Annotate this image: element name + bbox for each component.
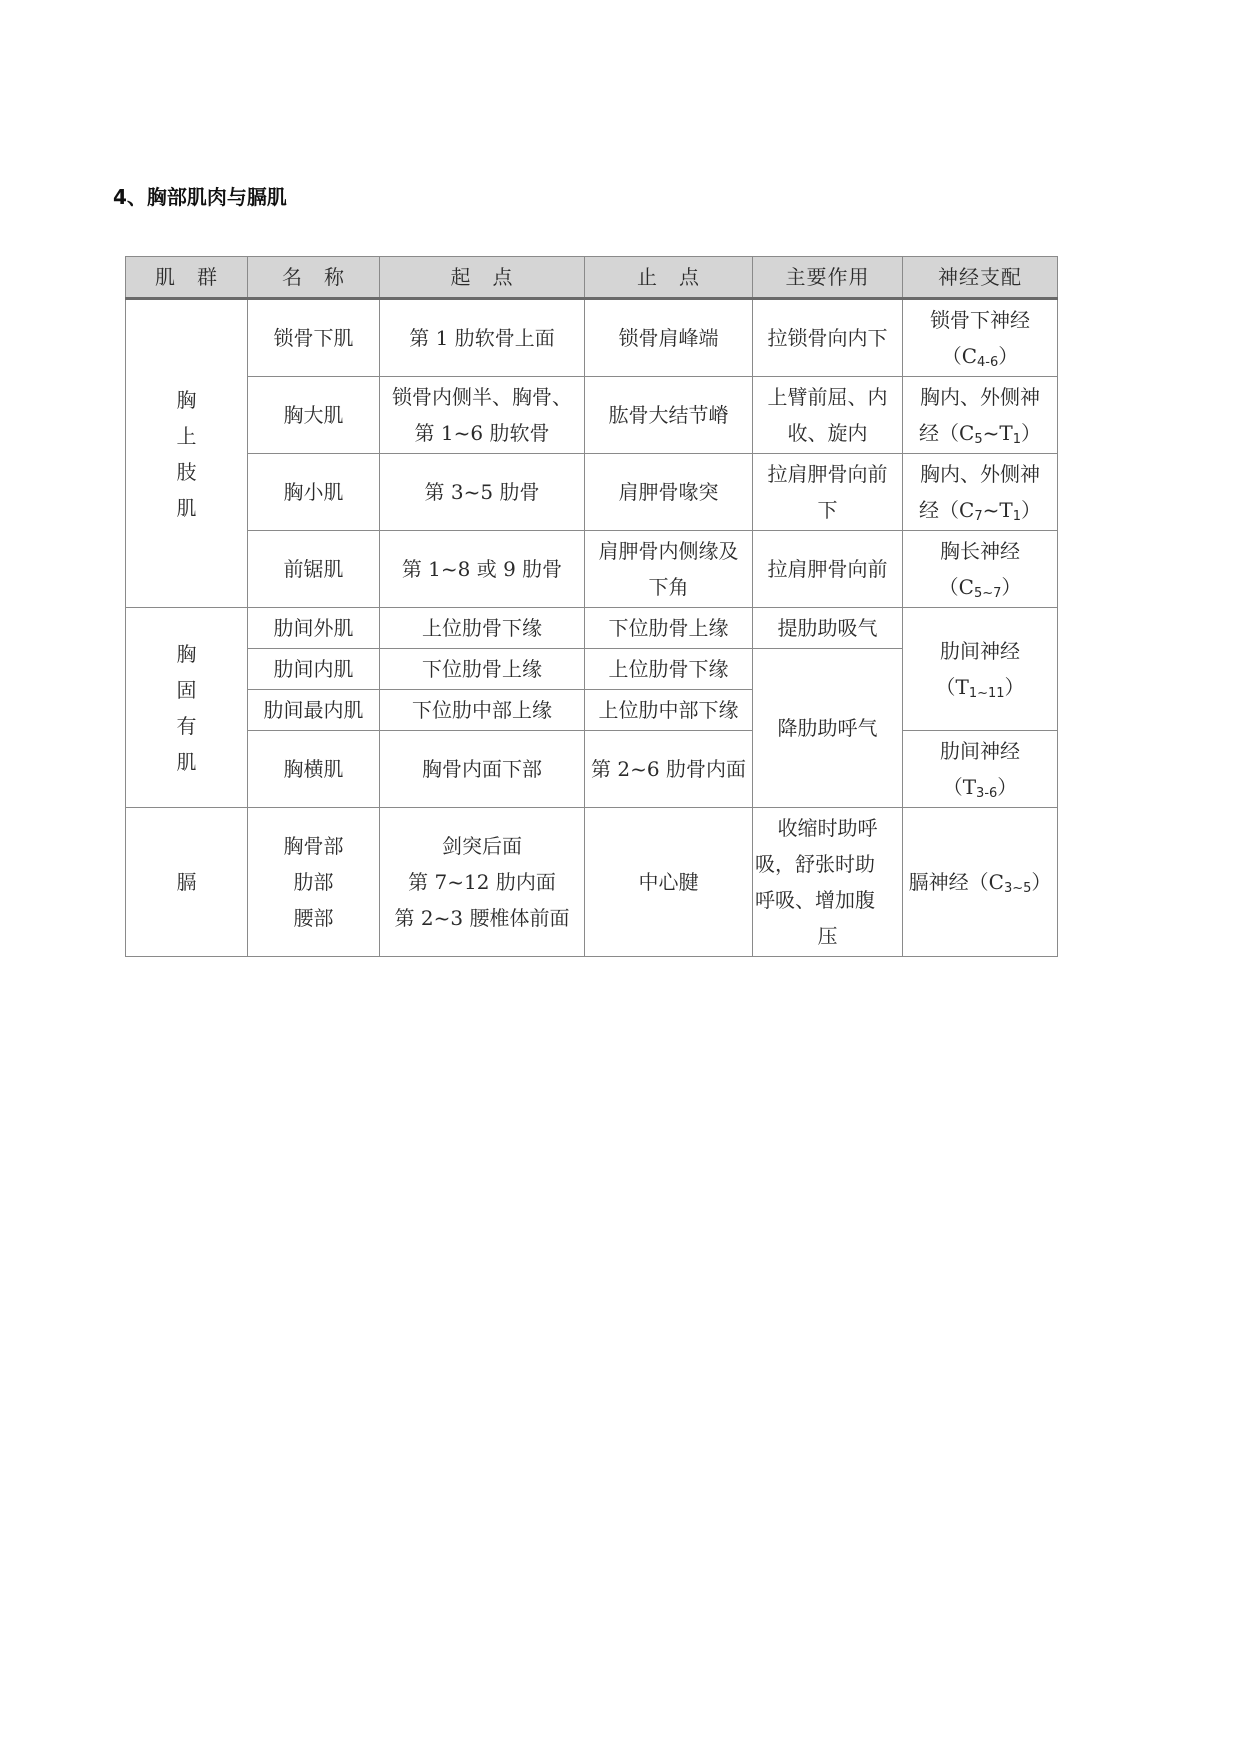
group-char: 固 <box>176 677 197 702</box>
cell-insertion: 中心腱 <box>585 808 753 957</box>
cell-origin: 胸骨内面下部 <box>380 731 585 808</box>
page-title: 4、胸部肌肉与膈肌 <box>113 185 287 209</box>
header-action: 主要作用 <box>753 257 903 299</box>
header-muscle-group: 肌 群 <box>126 257 248 299</box>
group-char: 上 <box>176 423 197 448</box>
cell-nerve <box>903 299 1058 377</box>
cell-nerve <box>903 808 1058 957</box>
cell-nerve: 胸内、外侧神 经$(C_7\sim T_1)$ <box>903 454 1058 531</box>
group-upper-limb-muscles <box>126 299 248 608</box>
table-row <box>126 608 1058 649</box>
cell-action: 收缩时助呼 吸，舒张时助 呼吸、增加腹 压 <box>753 808 903 957</box>
cell-action: 拉肩胛骨向前 <box>753 531 903 608</box>
nerve-code: $(T_{1\sim 11})$ <box>935 675 1025 701</box>
group-diaphragm: 膈 <box>126 808 248 957</box>
cell-name: 胸横肌 <box>248 731 380 808</box>
cell-origin: 上位肋骨下缘 <box>380 608 585 649</box>
nerve-code: $(T_{3-6})$ <box>942 775 1018 801</box>
cell-origin: 第 1~8 或 9 肋骨 <box>380 531 585 608</box>
cell-action: 上臂前屈、内 收、旋内 <box>753 377 903 454</box>
header-name: 名 称 <box>248 257 380 299</box>
cell-name: 肋间最内肌 <box>248 690 380 731</box>
cell-insertion: 肱骨大结节嵴 <box>585 377 753 454</box>
cell-nerve: 胸内、外侧神 经$(C_5\sim T_1)$ <box>903 377 1058 454</box>
cell-origin: 锁骨内侧半、胸骨、 第 1~6 肋软骨 <box>380 377 585 454</box>
cell-name: 胸骨部 肋部 腰部 <box>248 808 380 957</box>
table-row <box>126 731 1058 808</box>
group-char: 胸 <box>176 387 197 412</box>
nerve-code: $(C_{4-6})$ <box>941 344 1019 370</box>
cell-action: 拉肩胛骨向前 下 <box>753 454 903 531</box>
cell-name: 肋间外肌 <box>248 608 380 649</box>
cell-nerve: 肋间神经 $(T_{1\sim 11})$ <box>903 608 1058 731</box>
table-header-row <box>126 257 1058 299</box>
header-origin: 起 点 <box>380 257 585 299</box>
nerve-name: 锁骨下神经 <box>930 308 1030 332</box>
cell-insertion: 第 2~6 肋骨内面 <box>585 731 753 808</box>
cell-name: 前锯肌 <box>248 531 380 608</box>
muscle-table <box>125 256 1058 957</box>
cell-insertion: 锁骨肩峰端 <box>585 299 753 377</box>
group-char: 胸 <box>176 641 197 666</box>
nerve-code: 经$(C_5\sim T_1)$ <box>919 421 1041 447</box>
group-intrinsic-thoracic-muscles <box>126 608 248 808</box>
cell-name: 肋间内肌 <box>248 649 380 690</box>
table-row <box>126 531 1058 608</box>
table-row <box>126 454 1058 531</box>
table-row <box>126 299 1058 377</box>
cell-insertion: 下位肋骨上缘 <box>585 608 753 649</box>
cell-name: 胸大肌 <box>248 377 380 454</box>
cell-action: 提肋助吸气 <box>753 608 903 649</box>
cell-origin: 下位肋中部上缘 <box>380 690 585 731</box>
group-char: 肌 <box>176 495 197 520</box>
cell-name: 锁骨下肌 <box>248 299 380 377</box>
cell-origin: 第 1 肋软骨上面 <box>380 299 585 377</box>
nerve-code: 膈神经$(C_{3\sim 5})$ <box>908 870 1052 896</box>
cell-action: 降肋助呼气 <box>753 649 903 808</box>
cell-origin: 第 3~5 肋骨 <box>380 454 585 531</box>
group-char: 肢 <box>176 459 197 484</box>
table-row <box>126 377 1058 454</box>
group-char: 肌 <box>176 749 197 774</box>
table-row <box>126 808 1058 957</box>
nerve-code: $(C_{5\sim 7})$ <box>938 575 1022 601</box>
nerve-code: 经$(C_7\sim T_1)$ <box>919 498 1041 524</box>
cell-nerve: 胸长神经 $(C_{5\sim 7})$ <box>903 531 1058 608</box>
cell-action: 拉锁骨向内下 <box>753 299 903 377</box>
cell-origin: 剑突后面 第 7~12 肋内面 第 2~3 腰椎体前面 <box>380 808 585 957</box>
cell-insertion: 上位肋中部下缘 <box>585 690 753 731</box>
group-char: 有 <box>176 713 197 738</box>
cell-name: 胸小肌 <box>248 454 380 531</box>
header-nerve: 神经支配 <box>903 257 1058 299</box>
cell-insertion: 上位肋骨下缘 <box>585 649 753 690</box>
cell-origin: 下位肋骨上缘 <box>380 649 585 690</box>
cell-insertion: 肩胛骨内侧缘及 下角 <box>585 531 753 608</box>
cell-insertion: 肩胛骨喙突 <box>585 454 753 531</box>
cell-nerve: 肋间神经 $(T_{3-6})$ <box>903 731 1058 808</box>
header-insertion: 止 点 <box>585 257 753 299</box>
